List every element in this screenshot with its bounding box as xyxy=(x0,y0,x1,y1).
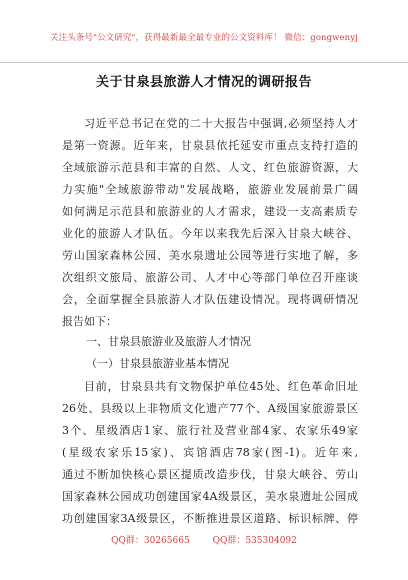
document-title: 关于甘泉县旅游人才情况的调研报告 xyxy=(95,75,312,90)
body-line: 目前，甘泉县共有文物保护单位45处、红色革命旧址 xyxy=(84,380,358,393)
body-line: 功创建国家3A级景区，不断推进景区道路、标识标牌、停 xyxy=(62,512,358,525)
body-line: 通过不断加快核心景区提质改造步伐，甘泉大峡谷、劳山 xyxy=(62,468,358,481)
body-line: 国家森林公园成功创建国家4A级景区，美水泉遗址公园成 xyxy=(62,490,358,503)
section-heading-1-1: （一）甘泉县旅游业基本情况 xyxy=(86,357,229,370)
intro-line: 报告如下： xyxy=(62,315,117,328)
body-line: 26处、县级以上非物质文化遗产77个、A级国家旅游景区 xyxy=(62,402,358,415)
intro-line: 如何满足示范县和旅游业的人才需求，建设一支高素质专 xyxy=(62,205,358,218)
intro-line: 是第一资源。近年来，甘泉县依托延安市重点支持打造的 xyxy=(62,139,358,152)
section-heading-1: 一、甘泉县旅游业及旅游人才情况 xyxy=(86,335,251,348)
body-line: 3个、星级酒店1家、旅行社及营业部4家、农家乐49家 xyxy=(62,424,358,437)
intro-line: 全域旅游示范县和丰富的自然、人文、红色旅游资源，大 xyxy=(62,161,358,174)
footer-contact xyxy=(0,533,408,546)
intro-line: 劳山国家森林公园、美水泉遗址公园等进行实地了解，多 xyxy=(62,249,358,262)
header-banner-area xyxy=(0,0,408,63)
footer-qq-group-1: QQ群：30265665 xyxy=(111,536,190,546)
intro-line: 次组织文旅局、旅游公司、人才中心等部门单位召开座谈 xyxy=(62,271,358,284)
intro-line: 力实施"全域旅游带动"发展战略，旅游业发展前景广阔 xyxy=(62,183,358,196)
footer-qq-group-2: QQ群：535304092 xyxy=(212,536,297,546)
intro-line: 业化的旅游人才队伍。今年以来我先后深入甘泉大峡谷、 xyxy=(62,227,358,240)
body-paragraph xyxy=(62,376,358,530)
intro-paragraph xyxy=(62,113,358,333)
intro-line: 习近平总书记在党的二十大报告中强调,必须坚持人才 xyxy=(84,117,358,130)
header-banner-text: 关注头条号"公文研究"，获得最新最全最专业的公文资料库！ 微信：gongwenyj xyxy=(50,33,358,43)
body-line: (星级农家乐15家)、宾馆酒店78家(图-1)。近年来, xyxy=(62,446,358,459)
intro-line: 会，全面掌握全县旅游人才队伍建设情况。现将调研情况 xyxy=(62,293,358,306)
